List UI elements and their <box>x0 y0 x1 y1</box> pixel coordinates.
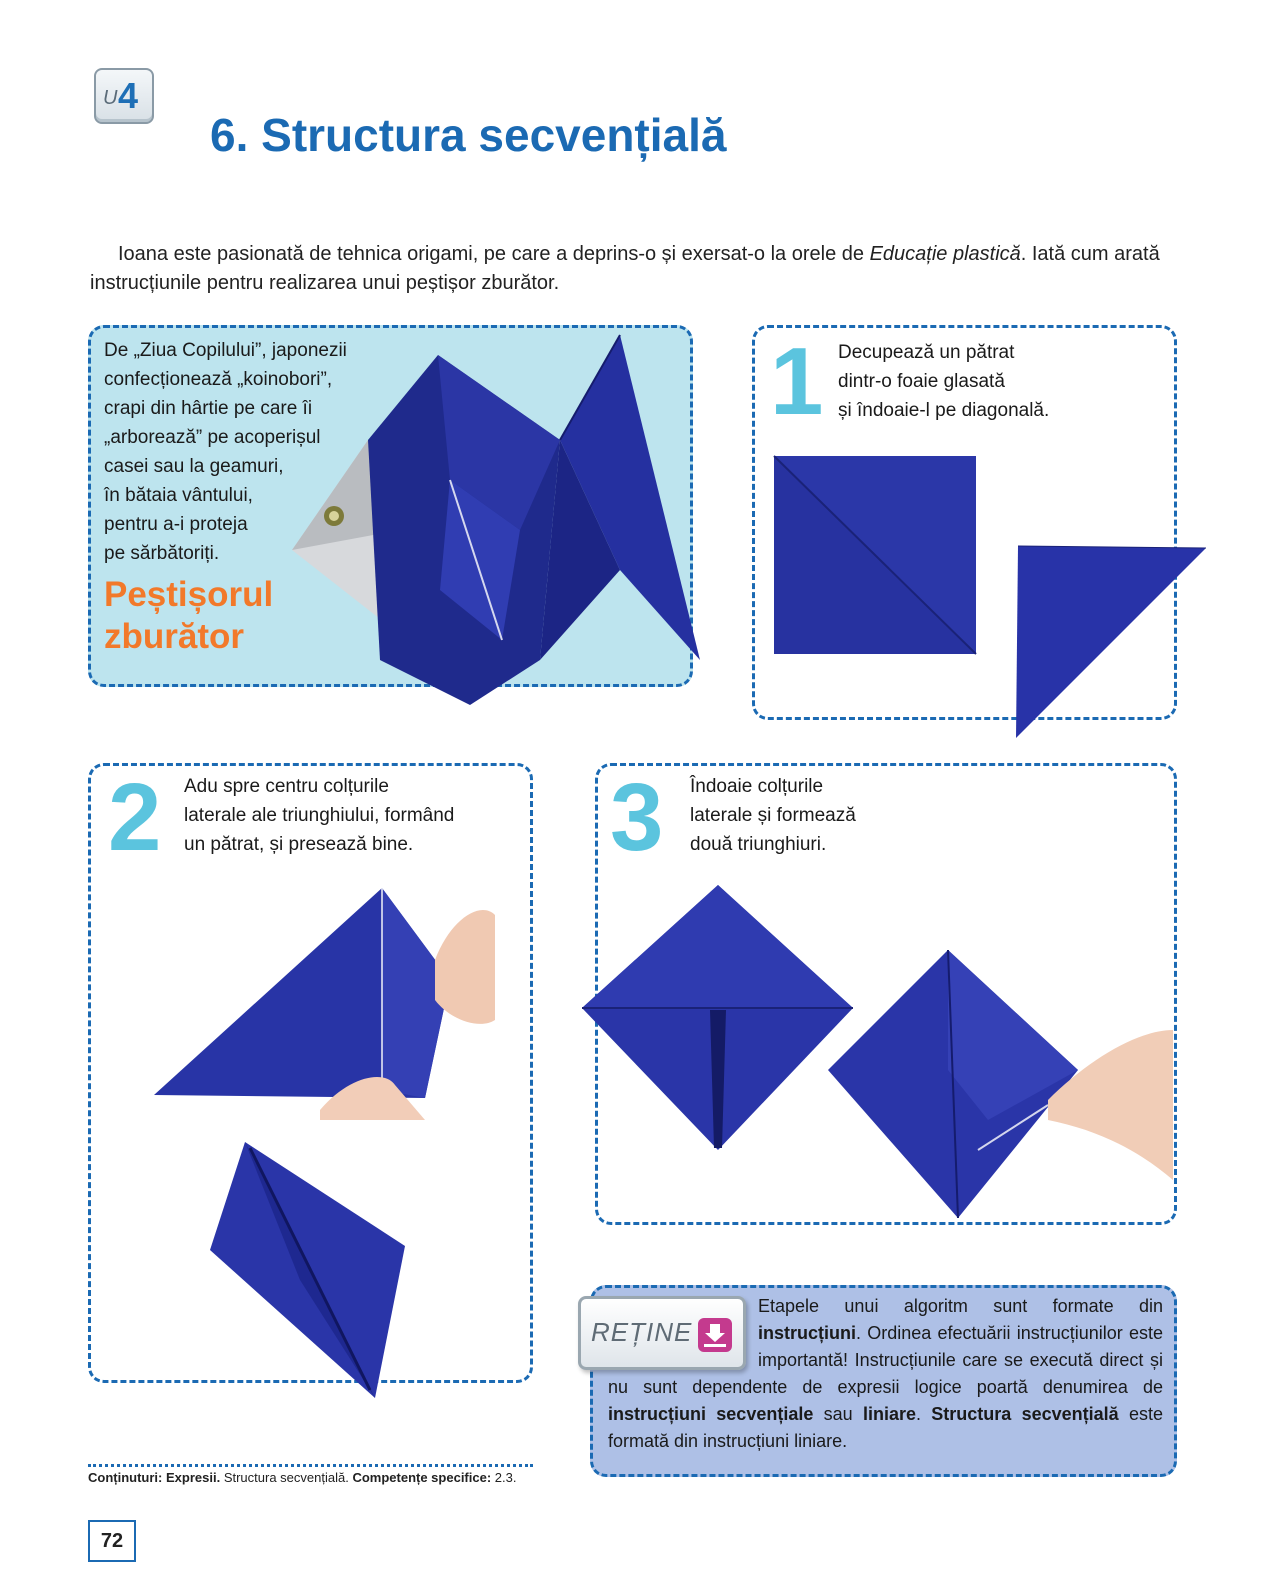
step-line: Adu spre centru colțurile <box>184 776 389 797</box>
step-1-photos <box>770 448 1210 748</box>
unit-badge <box>94 68 154 124</box>
footer-competence-value: 2.3. <box>494 1470 517 1485</box>
footer-content-bold: Expresii. <box>166 1470 221 1485</box>
note-t4: . <box>916 1404 932 1424</box>
fact-heading-line1: Peștișorul <box>104 575 274 614</box>
fact-line: confecționează „koinobori”, <box>104 369 333 390</box>
fact-text <box>104 336 404 568</box>
step-line: un pătrat, și presează bine. <box>184 834 414 855</box>
step-line: Îndoaie colțurile <box>690 776 824 797</box>
fact-line: în bătaia vântului, <box>104 485 253 506</box>
step-line: și îndoaie-l pe diagonală. <box>838 400 1050 421</box>
step-1-number: 1 <box>770 328 824 435</box>
fact-line: pentru a-i proteja <box>104 514 248 535</box>
footer-curriculum <box>88 1470 516 1485</box>
step-line: Decupează un pătrat <box>838 342 1015 363</box>
note-b1: instrucțiuni <box>758 1323 856 1343</box>
note-t1: Etapele unui algoritm sunt formate din <box>758 1296 1163 1316</box>
fact-heading <box>104 574 273 658</box>
fact-heading-line2: zburător <box>104 617 244 656</box>
footer-competence-label: Competențe specifice: <box>352 1470 492 1485</box>
intro-text-before: Ioana este pasionată de tehnica origami, pe care a deprins-o și exersat-o la orele de <box>118 243 870 265</box>
step-2-text <box>184 772 454 859</box>
step-line: laterale ale triunghiului, formând <box>184 805 455 826</box>
fact-line: casei sau la geamuri, <box>104 456 284 477</box>
page-title: 6. Structura secvențială <box>210 109 727 161</box>
retine-badge <box>578 1296 746 1370</box>
fact-line: pe sărbătoriți. <box>104 543 220 564</box>
step-3-photos <box>578 880 1178 1220</box>
intro-subject: Educație plastică <box>869 243 1021 265</box>
note-b4: Structura secvențială <box>931 1404 1119 1424</box>
note-t3: sau <box>813 1404 863 1424</box>
page-number: 72 <box>88 1520 136 1562</box>
footer-content-label: Conținuturi: <box>88 1470 163 1485</box>
footer-divider <box>88 1464 533 1467</box>
step-1-text <box>838 338 1049 425</box>
note-b3: liniare <box>862 1404 916 1424</box>
step-line: două triunghiuri. <box>690 834 827 855</box>
step-3-number: 3 <box>610 764 664 871</box>
note-b2: instrucțiuni secvențiale <box>608 1404 814 1424</box>
fact-line: De „Ziua Copilului”, japonezii <box>104 340 347 361</box>
step-2-photos <box>150 880 530 1400</box>
fact-line: crapi din hârtie pe care îi <box>104 398 313 419</box>
step-3-text <box>690 772 856 859</box>
step-line: dintr-o foaie glasată <box>838 371 1005 392</box>
intro-paragraph <box>90 240 1185 298</box>
retine-label: REȚINE <box>591 1317 693 1347</box>
note-t2: . Ordinea efectuării instrucțiunilor este importantă! Instrucțiunile care se execută direct și nu sunt dependente de expresii logice poartă denumirea de <box>608 1323 1163 1397</box>
intro-text-after: . Iată cum arată instrucțiunile pentru realizarea unui peștișor zburător. <box>90 243 1160 294</box>
step-line: laterale și formează <box>690 805 856 826</box>
unit-prefix: U <box>103 87 118 109</box>
footer-content-text: Structura secvențială. <box>220 1470 349 1485</box>
note-t5: este formată din instrucțiuni liniare. <box>608 1404 1163 1451</box>
unit-number: 4 <box>118 75 139 116</box>
fact-line: „arborează” pe acoperișul <box>104 427 321 448</box>
step-2-number: 2 <box>108 764 162 871</box>
download-icon <box>698 1318 732 1352</box>
